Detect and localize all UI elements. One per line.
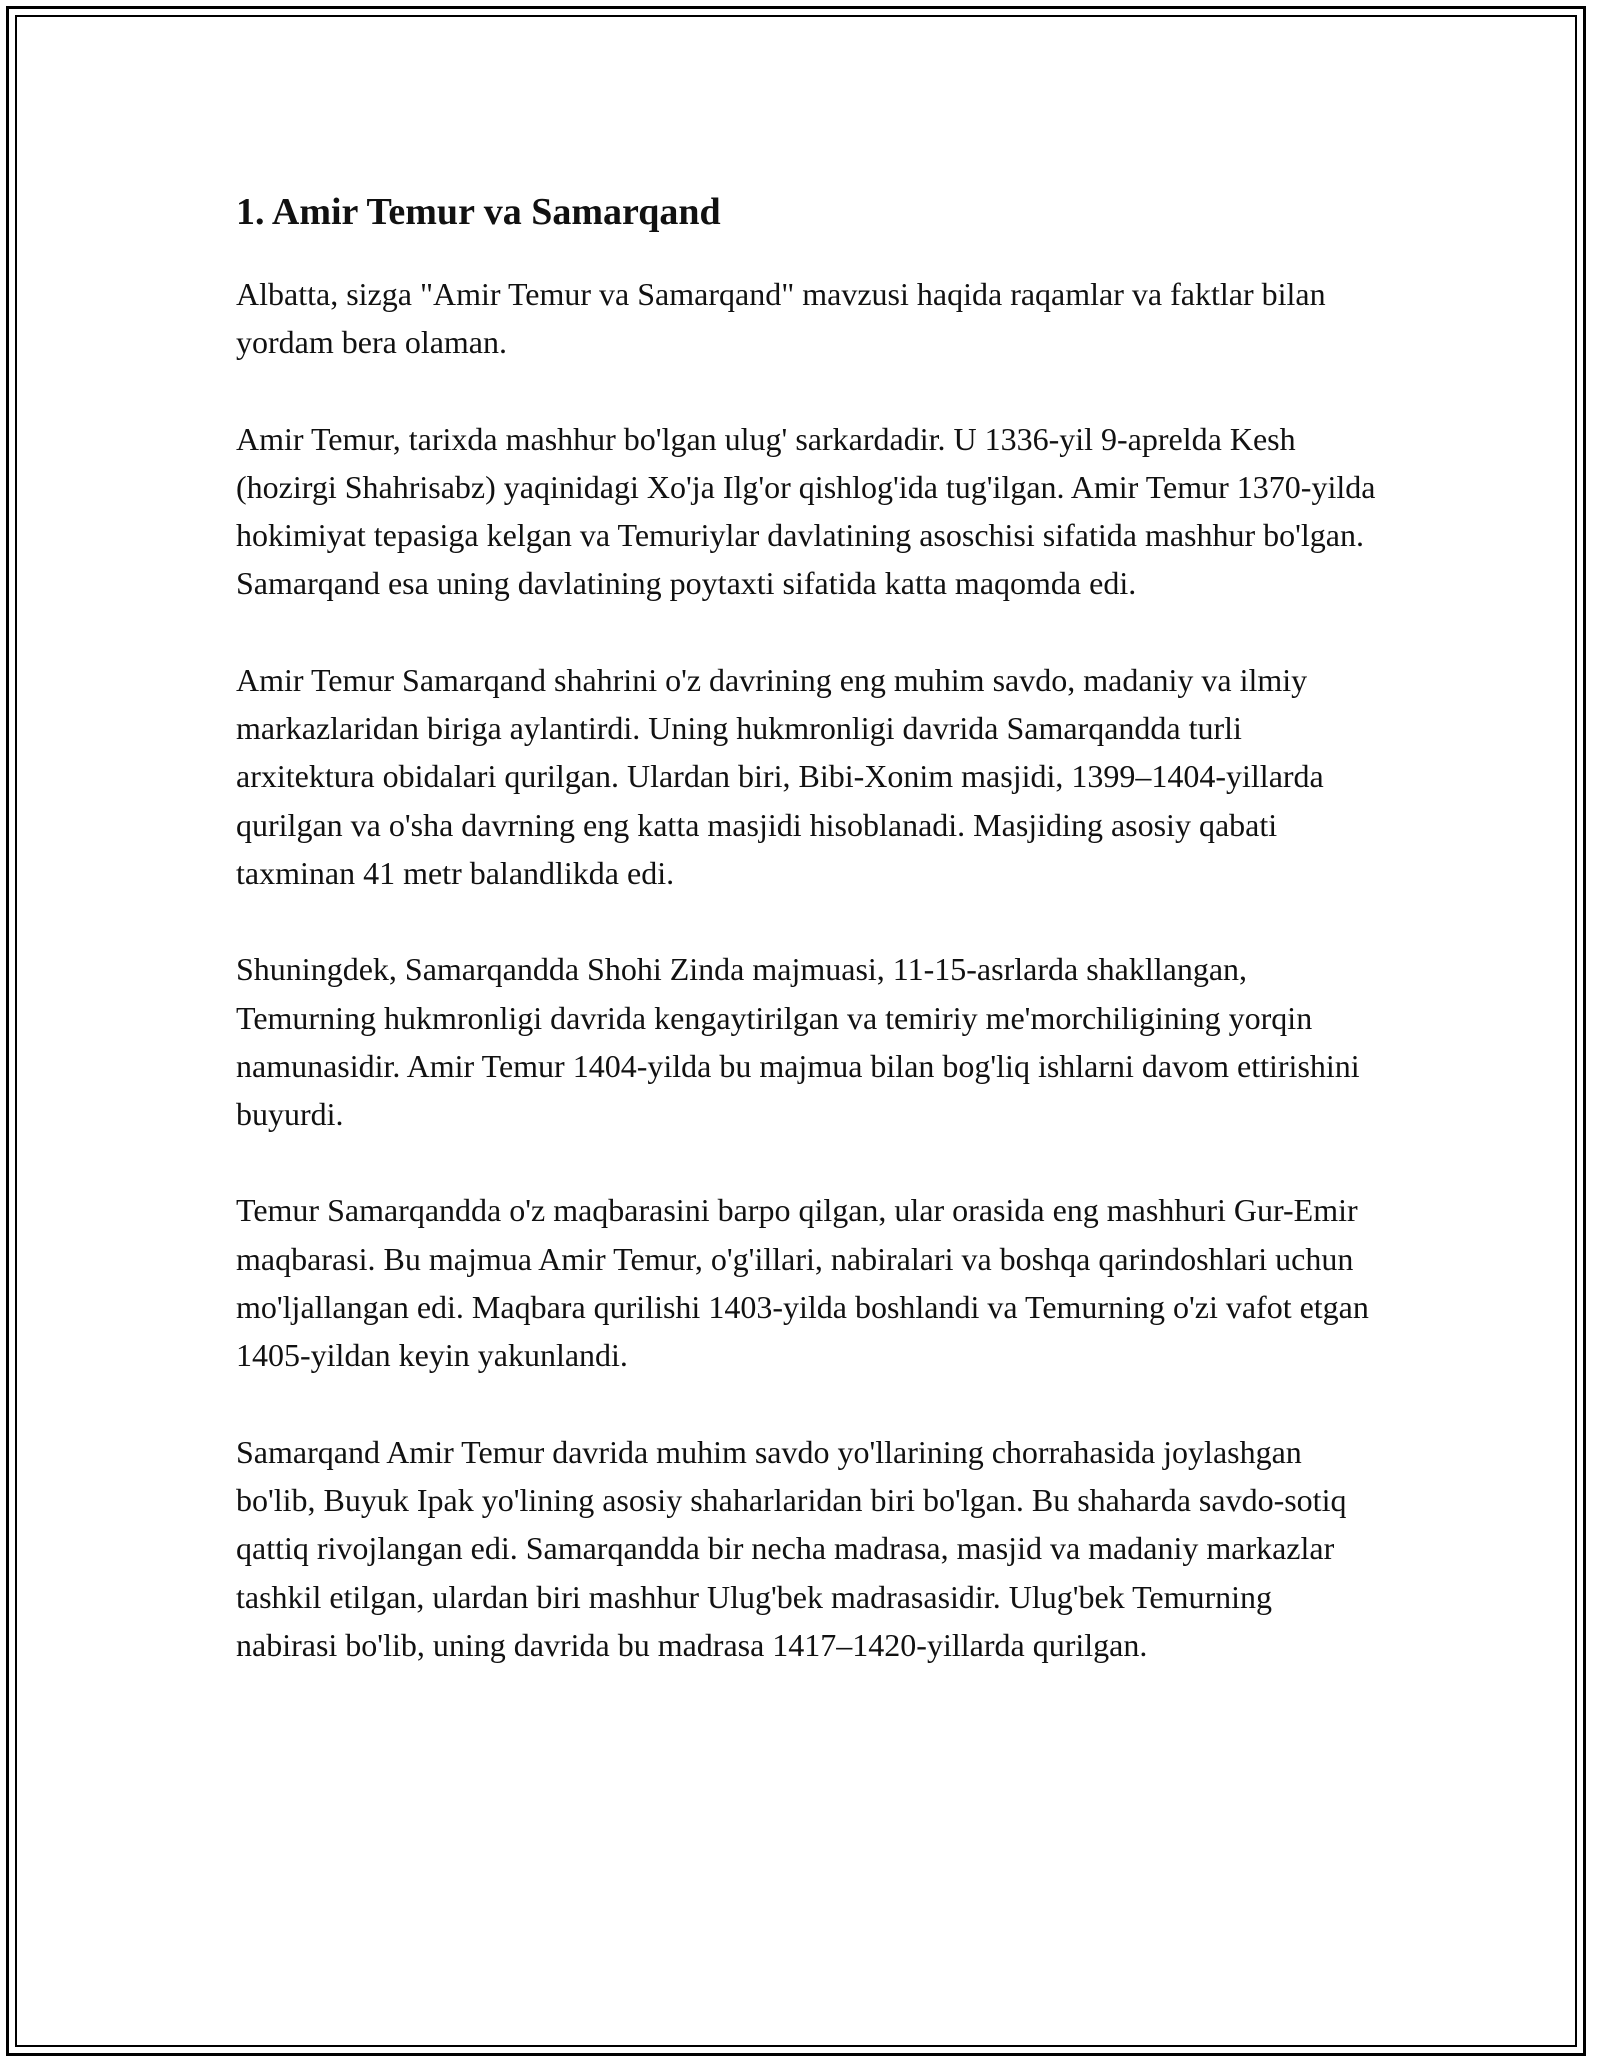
document-title: 1. Amir Temur va Samarqand [236, 191, 721, 233]
paragraph-trade-ulugbek: Samarqand Amir Temur davrida muhim savdo yo'llarining chorrahasida joylashgan bo'lib, Buyuk Ipak yo'lining asosiy shaharlaridan biri bo'lgan. Bu shaharda savdo-sotiq qattiq rivojlangan edi. Samarqandda bir necha madrasa, masjid va madaniy markazlar tashkil etilgan, ulardan biri mashhur Ulug'bek madrasasidir. Ulug'bek Temurning nabirasi bo'lib, uning davrida bu madrasa 1417–1420-yillarda qurilgan. [236, 1433, 1347, 1663]
document-body [236, 186, 1376, 1717]
paragraph-biography: Amir Temur, tarixda mashhur bo'lgan ulug' sarkardadir. U 1336-yil 9-aprelda Kesh (hozirgi Shahrisabz) yaqinidagi Xo'ja Ilg'or qishlog'ida tug'ilgan. Amir Temur 1370-yilda hokimiyat tepasiga kelgan va Temuriylar davlatining asoschisi sifatida mashhur bo'lgan. Samarqand esa uning davlatining poytaxti sifatida katta maqomda edi. [236, 420, 1376, 602]
paragraph-gur-emir: Temur Samarqandda o'z maqbarasini barpo qilgan, ular orasida eng mashhuri Gur-Emir maqbarasi. Bu majmua Amir Temur, o'g'illari, nabiralari va boshqa qarindoshlari uchun mo'ljallangan edi. Maqbara qurilishi 1403-yilda boshlandi va Temurning o'zi vafot etgan 1405-yildan keyin yakunlandi. [236, 1192, 1369, 1374]
paragraph-shohi-zinda: Shuningdek, Samarqandda Shohi Zinda majmuasi, 11-15-asrlarda shakllangan, Temurning hukmronligi davrida kengaytirilgan va temiriy me'morchiligining yorqin namunasidir. Amir Temur 1404-yilda bu majmua bilan bog'liq ishlarni davom ettirishini buyurdi. [236, 951, 1360, 1133]
paragraph-intro: Albatta, sizga "Amir Temur va Samarqand" mavzusi haqida raqamlar va faktlar bilan yordam bera olaman. [236, 276, 1326, 361]
paragraph-bibi-xonim: Amir Temur Samarqand shahrini o'z davrining eng muhim savdo, madaniy va ilmiy markazlaridan biriga aylantirdi. Uning hukmronligi davrida Samarqandda turli arxitektura obidalari qurilgan. Ulardan biri, Bibi-Xonim masjidi, 1399–1404-yillarda qurilgan va o'sha davrning eng katta masjidi hisoblanadi. Masjiding asosiy qabati taxminan 41 metr balandlikda edi. [236, 661, 1324, 891]
